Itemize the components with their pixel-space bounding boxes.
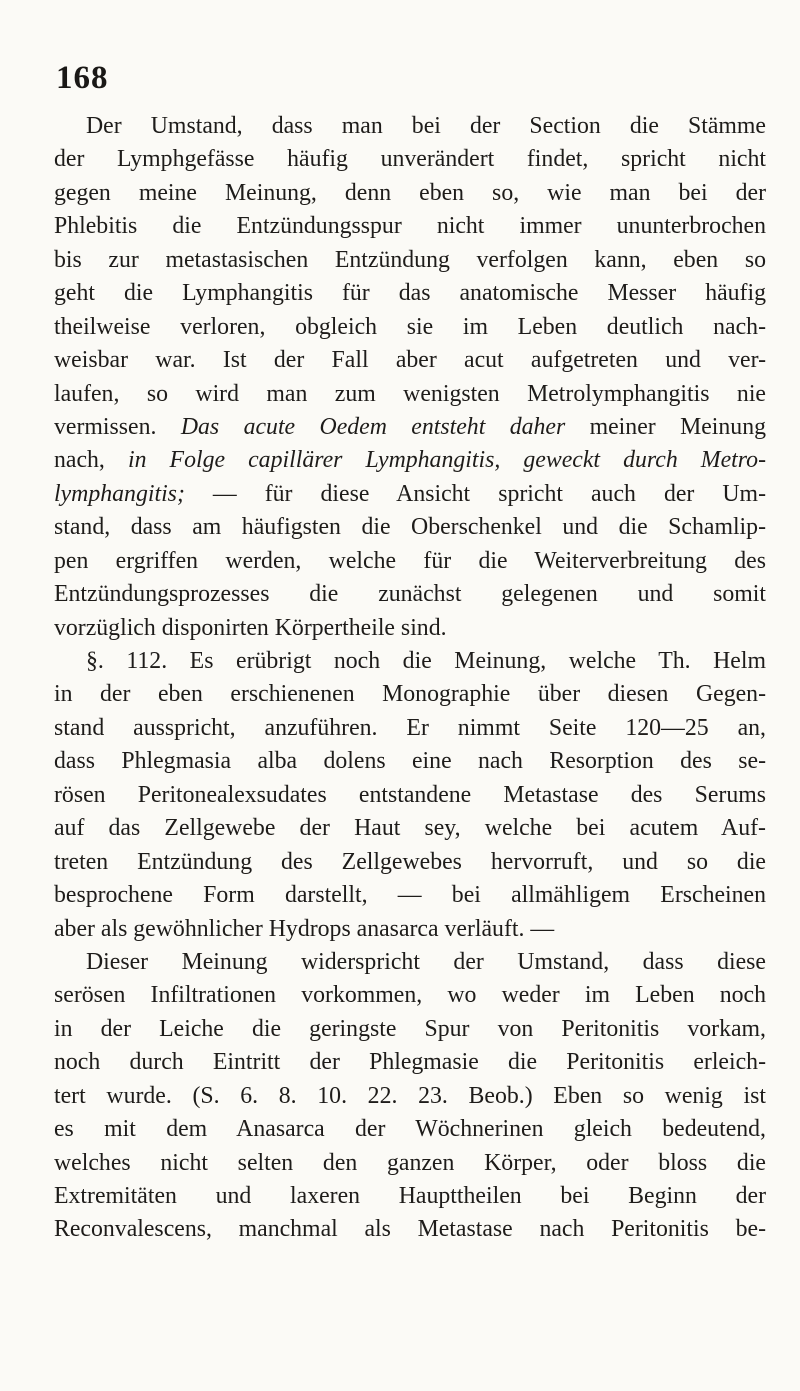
text-run: treten Entzündung des Zellgewebes hervorruft, und so die (54, 848, 766, 875)
text-run: welches nicht selten den ganzen Körper, oder bloss die (54, 1149, 766, 1176)
text-line (54, 545, 766, 578)
body-text (54, 110, 766, 1247)
text-run: in der Leiche die geringste Spur von Peritonitis vorkam, (54, 1015, 766, 1042)
text-run: laufen, so wird man zum wenigsten Metrolymphangitis nie (54, 380, 766, 407)
text-line (54, 678, 766, 711)
text-line (54, 1147, 766, 1180)
text-line (54, 612, 766, 645)
text-run: geht die Lymphangitis für das anatomische Messer häufig (54, 280, 766, 307)
text-run: theilweise verloren, obgleich sie im Leben deutlich nach- (54, 313, 766, 340)
text-line (54, 478, 766, 511)
text-line (54, 1013, 766, 1046)
text-run: vermissen. (54, 413, 181, 440)
text-line (54, 1113, 766, 1146)
text-run: noch durch Eintritt der Phlegmasie die Peritonitis erleich- (54, 1049, 766, 1076)
text-line (54, 344, 766, 377)
text-line (54, 846, 766, 879)
text-line (54, 1180, 766, 1213)
text-line (54, 779, 766, 812)
text-line (54, 1046, 766, 1079)
italic-text: Das acute Oedem entsteht daher (180, 413, 566, 440)
text-line (54, 879, 766, 912)
text-run: tert wurde. (S. 6. 8. 10. 22. 23. Beob.) Eben so wenig ist (54, 1082, 766, 1109)
text-run: Reconvalescens, manchmal als Metastase nach Peritonitis be- (54, 1216, 766, 1243)
text-line (54, 177, 766, 210)
text-run: Dieser Meinung widerspricht der Umstand, dass diese (86, 948, 766, 975)
text-run: nach, (54, 447, 128, 474)
text-line (54, 1213, 766, 1246)
text-line (54, 913, 766, 946)
text-run: — für diese Ansicht spricht auch der Um- (184, 480, 766, 507)
text-line (54, 277, 766, 310)
text-line (54, 578, 766, 611)
text-line (54, 745, 766, 778)
text-line (54, 244, 766, 277)
text-line (54, 411, 766, 444)
text-run: gegen meine Meinung, denn eben so, wie man bei der (54, 179, 766, 206)
text-run: Phlebitis die Entzündungsspur nicht immer ununterbrochen (54, 213, 766, 240)
text-line (54, 110, 766, 143)
text-run: aber als gewöhnlicher Hydrops anasarca verläuft. — (54, 915, 555, 942)
italic-text: in Folge capillärer Lymphangitis, geweckt durch Metro- (127, 447, 766, 474)
text-line (54, 645, 766, 678)
text-run: es mit dem Anasarca der Wöchnerinen gleich bedeutend, (54, 1116, 766, 1143)
text-run: Entzündungsprozesses die zunächst gelegenen und somit (54, 581, 766, 608)
text-run: weisbar war. Ist der Fall aber acut aufgetreten und ver- (54, 347, 766, 374)
text-run: dass Phlegmasia alba dolens eine nach Resorption des se- (54, 748, 766, 775)
text-run: stand, dass am häufigsten die Oberschenkel und die Schamlip- (54, 514, 766, 541)
text-run: auf das Zellgewebe der Haut sey, welche bei acutem Auf- (54, 815, 766, 842)
page-number: 168 (56, 60, 109, 96)
italic-text: lymphangitis; (54, 480, 185, 507)
text-line (54, 712, 766, 745)
text-run: bis zur metastasischen Entzündung verfolgen kann, eben so (54, 246, 766, 273)
text-run: serösen Infiltrationen vorkommen, wo weder im Leben noch (54, 982, 766, 1009)
text-run: stand ausspricht, anzuführen. Er nimmt Seite 120—25 an, (54, 714, 766, 741)
text-line (54, 311, 766, 344)
text-line (54, 979, 766, 1012)
text-line (54, 812, 766, 845)
text-line (54, 511, 766, 544)
text-run: rösen Peritonealexsudates entstandene Metastase des Serums (54, 781, 766, 808)
text-line (54, 444, 766, 477)
text-run: pen ergriffen werden, welche für die Weiterverbreitung des (54, 547, 766, 574)
text-line (54, 143, 766, 176)
text-line (54, 1080, 766, 1113)
text-run: §. 112. Es erübrigt noch die Meinung, welche Th. Helm (86, 648, 766, 674)
text-run: vorzüglich disponirten Körpertheile sind. (54, 614, 447, 641)
text-run: Der Umstand, dass man bei der Section die Stämme (86, 113, 766, 139)
text-run: meiner Meinung (565, 413, 766, 440)
text-run: in der eben erschienenen Monographie über diesen Gegen- (54, 681, 766, 708)
text-line (54, 378, 766, 411)
text-line (54, 210, 766, 243)
text-run: Extremitäten und laxeren Haupttheilen bei Beginn der (54, 1183, 766, 1209)
text-line (54, 946, 766, 979)
text-run: besprochene Form darstellt, — bei allmähligem Erscheinen (54, 882, 766, 909)
text-run: der Lymphgefässe häufig unverändert findet, spricht nicht (54, 146, 766, 173)
